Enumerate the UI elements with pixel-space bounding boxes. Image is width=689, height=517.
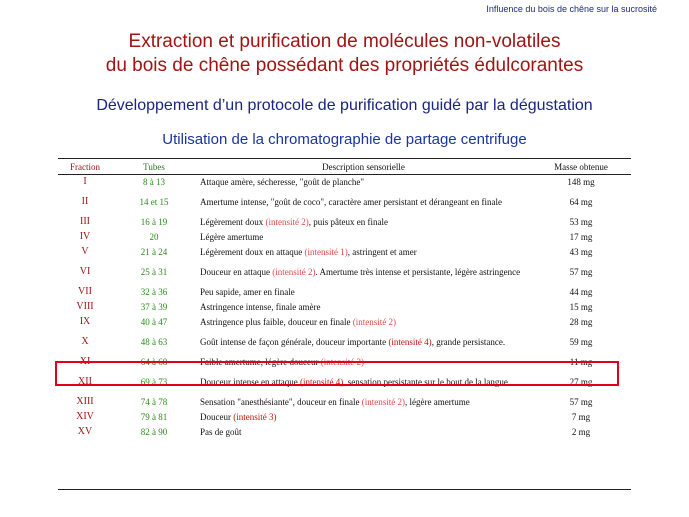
description-text: Faible amertume, légère douceur xyxy=(200,357,321,367)
cell-tubes: 8 à 13 xyxy=(143,177,165,188)
description-text: , légère amertume xyxy=(405,397,470,407)
intensity-label: (intensité 2) xyxy=(352,317,396,327)
cell-fraction: XIII xyxy=(76,396,94,407)
cell-description xyxy=(196,190,531,215)
description-text: , puis pâteux en finale xyxy=(308,217,388,227)
cell-mass: 57 mg xyxy=(569,397,593,407)
table-row xyxy=(58,330,631,355)
table-row xyxy=(58,175,631,190)
cell-fraction: XV xyxy=(77,426,93,437)
cell-tubes: 48 à 63 xyxy=(140,337,168,347)
cell-description xyxy=(196,215,531,230)
cell-tubes: 21 à 24 xyxy=(140,247,168,257)
description-text: Légèrement doux en attaque xyxy=(200,247,305,257)
intensity-label: (intensité 2) xyxy=(272,267,316,277)
cell-tubes: 14 et 15 xyxy=(139,197,169,207)
header-note: Influence du bois de chêne sur la sucrosité xyxy=(486,4,657,14)
cell-description xyxy=(196,410,531,425)
description-text: Goût intense de façon générale, douceur importante xyxy=(200,337,389,347)
cell-tubes: 16 à 19 xyxy=(140,217,168,227)
table-row xyxy=(58,245,631,260)
table-header-row xyxy=(58,159,631,175)
intensity-label: (intensité 2) xyxy=(265,217,309,227)
cell-mass: 15 mg xyxy=(569,302,593,312)
cell-fraction: I xyxy=(83,176,87,188)
description-text: , grande persistance. xyxy=(431,337,506,347)
table-row xyxy=(58,285,631,300)
table-row xyxy=(58,395,631,410)
cell-tubes: 69 à 73 xyxy=(140,377,168,387)
cell-fraction: XI xyxy=(79,356,91,367)
main-title xyxy=(0,30,689,78)
cell-tubes: 74 à 78 xyxy=(140,397,168,407)
cell-description xyxy=(196,330,531,355)
cell-mass: 64 mg xyxy=(569,197,593,207)
table-row xyxy=(58,410,631,425)
cell-mass: 27 mg xyxy=(569,377,593,387)
fraction-table xyxy=(58,158,631,440)
cell-mass: 2 mg xyxy=(571,427,591,437)
description-text: Amertume intense, "goût de coco", caractère amer persistant et dérangeant en finale xyxy=(200,197,502,207)
intensity-label: (intensité 2) xyxy=(320,357,364,367)
description-text: , astringent et amer xyxy=(347,247,417,257)
table-bottom-rule xyxy=(58,489,631,490)
cell-fraction: IV xyxy=(79,231,91,242)
cell-mass: 59 mg xyxy=(569,337,593,347)
cell-fraction: VII xyxy=(78,286,92,297)
description-text: Légère amertume xyxy=(200,232,264,242)
table-row xyxy=(58,260,631,285)
table-row xyxy=(58,215,631,230)
cell-fraction: IX xyxy=(79,316,91,327)
intensity-label: (intensité 3) xyxy=(233,412,277,422)
cell-description xyxy=(196,315,531,330)
table-row xyxy=(58,230,631,245)
intensity-label: (intensité 4) xyxy=(299,377,344,387)
table-body xyxy=(58,175,631,440)
cell-mass: 44 mg xyxy=(569,287,593,297)
intensity-label: (intensité 1) xyxy=(304,247,348,257)
description-text: Peu sapide, amer en finale xyxy=(200,287,295,297)
table-row xyxy=(58,190,631,215)
cell-tubes: 82 à 90 xyxy=(140,427,168,437)
cell-fraction: II xyxy=(81,196,89,207)
cell-mass: 11 mg xyxy=(569,357,593,367)
cell-tubes: 25 à 31 xyxy=(140,267,168,277)
section-title: Utilisation de la chromatographie de partage centrifuge xyxy=(162,131,527,148)
header-fraction: Fraction xyxy=(58,159,112,175)
main-title-line-2: du bois de chêne possédant des propriétés édulcorantes xyxy=(105,55,584,76)
cell-description xyxy=(196,285,531,300)
cell-tubes: 20 xyxy=(149,232,159,242)
cell-tubes: 32 à 36 xyxy=(140,287,168,297)
highlight-box-fraction-x xyxy=(55,361,619,386)
cell-tubes: 79 à 81 xyxy=(140,412,168,422)
table-row xyxy=(58,300,631,315)
cell-mass: 148 mg xyxy=(567,177,595,188)
description-text: Sensation "anesthésiante", douceur en finale xyxy=(200,397,362,407)
description-text: Douceur intense en attaque xyxy=(200,377,300,387)
cell-fraction: VIII xyxy=(76,301,94,312)
cell-description xyxy=(196,395,531,410)
description-text: Douceur en attaque xyxy=(200,267,273,277)
table-row xyxy=(58,425,631,440)
cell-description xyxy=(196,300,531,315)
cell-fraction: V xyxy=(81,246,89,257)
intensity-label: (intensité 2) xyxy=(361,397,406,407)
description-text: Pas de goût xyxy=(200,427,242,437)
description-text: . Amertume très intense et persistante, légère astringence xyxy=(315,267,521,277)
subtitle: Développement d’un protocole de purification guidé par la dégustation xyxy=(96,97,593,114)
cell-fraction: XIV xyxy=(76,411,94,422)
description-text: Douceur xyxy=(200,412,234,422)
cell-description xyxy=(196,425,531,440)
cell-mass: 28 mg xyxy=(569,317,593,327)
cell-description xyxy=(196,175,531,190)
cell-description xyxy=(196,245,531,260)
main-title-line-1: Extraction et purification de molécules non-volatiles xyxy=(128,31,561,52)
cell-fraction: III xyxy=(80,216,90,227)
cell-mass: 43 mg xyxy=(569,247,593,257)
cell-tubes: 40 à 47 xyxy=(140,317,168,327)
intensity-label: (intensité 4) xyxy=(388,337,432,347)
cell-fraction: X xyxy=(81,336,89,347)
cell-mass: 17 mg xyxy=(569,232,593,242)
description-text: Astringence plus faible, douceur en finale xyxy=(200,317,353,327)
cell-description xyxy=(196,230,531,245)
description-text: Légèrement doux xyxy=(200,217,266,227)
description-text: Astringence intense, finale amère xyxy=(200,302,321,312)
description-text: Attaque amère, sécheresse, "goût de planche" xyxy=(200,177,365,188)
cell-description xyxy=(196,260,531,285)
description-text: , sensation persistante sur le bout de la langue xyxy=(343,377,508,387)
cell-mass: 53 mg xyxy=(569,217,593,227)
cell-mass: 57 mg xyxy=(569,267,593,277)
cell-fraction: XII xyxy=(78,376,92,387)
cell-tubes: 37 à 39 xyxy=(140,302,168,312)
table-row xyxy=(58,315,631,330)
cell-mass: 7 mg xyxy=(571,412,591,422)
header-tubes: Tubes xyxy=(112,159,196,175)
header-description: Description sensorielle xyxy=(196,159,531,175)
cell-tubes: 64 à 68 xyxy=(140,357,168,367)
header-mass: Masse obtenue xyxy=(531,159,631,175)
cell-fraction: VI xyxy=(79,266,91,277)
